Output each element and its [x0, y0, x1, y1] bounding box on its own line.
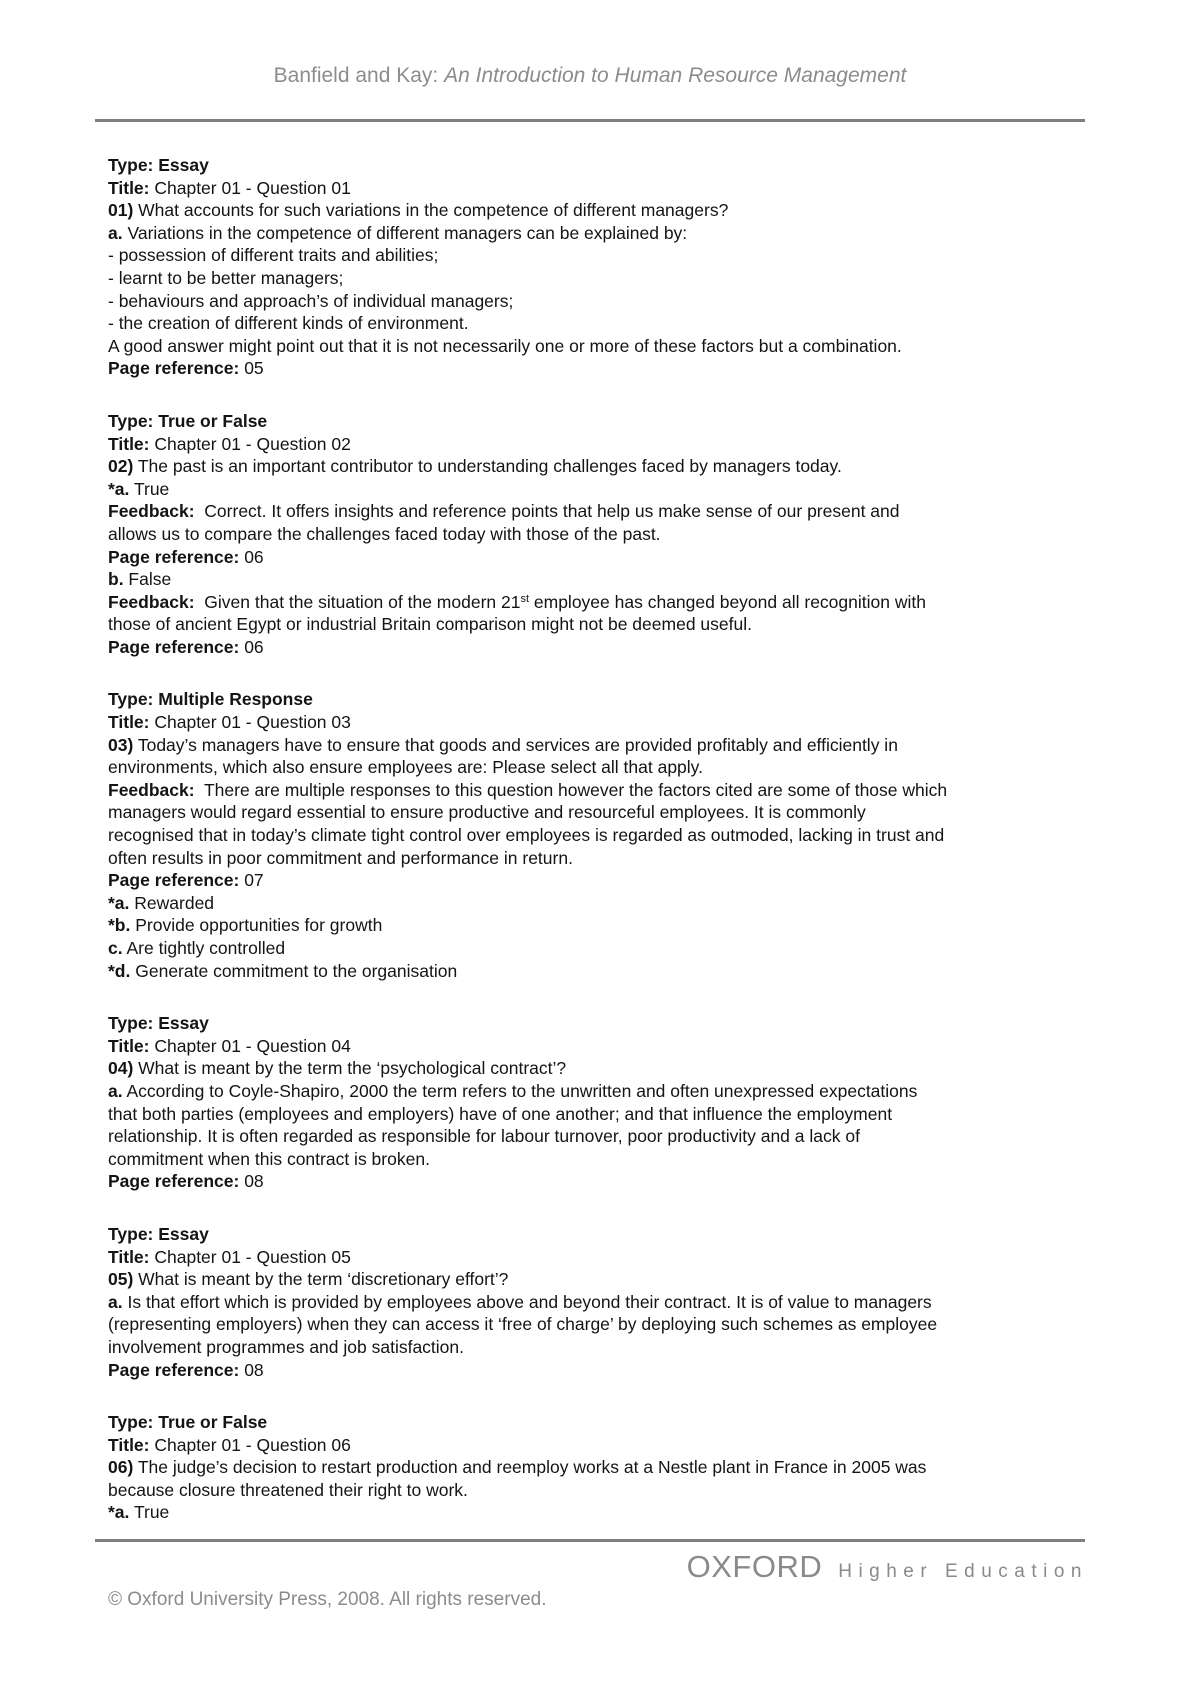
body-text: Given that the situation of the modern 21 — [194, 591, 521, 612]
body-text: commitment when this contract is broken. — [108, 1148, 430, 1169]
text-line — [108, 1035, 1093, 1058]
text-line — [108, 357, 1093, 380]
body-text: allows us to compare the challenges faced today with those of the past. — [108, 523, 661, 544]
bold-label: Title: — [108, 1434, 150, 1455]
bold-label: 03) — [108, 734, 134, 755]
body-text: A good answer might point out that it is not necessarily one or more of these factors but a combination. — [108, 335, 902, 356]
text-line — [108, 546, 1093, 569]
body-text: managers would regard essential to ensure productive and resourceful employees. It is commonly — [108, 802, 866, 823]
body-text: Chapter 01 - Question 02 — [149, 433, 351, 454]
text-line — [108, 613, 1093, 636]
text-line — [108, 801, 1093, 824]
book-authors: Banfield and Kay: — [273, 64, 445, 87]
bold-label: Type: True or False — [108, 1412, 268, 1433]
text-line — [108, 1501, 1093, 1524]
text-line — [108, 869, 1093, 892]
text-line — [108, 1456, 1093, 1479]
text-line — [108, 177, 1093, 200]
bold-label: Type: Multiple Response — [108, 689, 313, 710]
question-block — [108, 410, 1093, 659]
bold-label: Title: — [108, 712, 150, 733]
body-text: Today’s managers have to ensure that goods and services are provided profitably and efficiently in — [133, 734, 898, 755]
text-line — [108, 688, 1093, 711]
text-line — [108, 847, 1093, 870]
text-line — [108, 1246, 1093, 1269]
body-text: often results in poor commitment and performance in return. — [108, 847, 573, 868]
text-line — [108, 756, 1093, 779]
body-text: True — [129, 478, 170, 499]
text-line — [108, 1170, 1093, 1193]
body-text: The past is an important contributor to understanding challenges faced by managers today. — [133, 456, 842, 477]
bold-label: Type: True or False — [108, 410, 268, 431]
body-text: - learnt to be better managers; — [108, 267, 344, 288]
text-line — [108, 1012, 1093, 1035]
question-block — [108, 1012, 1093, 1193]
footer-divider — [95, 1539, 1085, 1542]
text-line — [108, 1479, 1093, 1502]
body-text: those of ancient Egypt or industrial Britain comparison might not be deemed useful. — [108, 614, 752, 635]
bold-label: 05) — [108, 1269, 134, 1290]
bold-label: Page reference: — [108, 546, 240, 567]
text-line — [108, 1080, 1093, 1103]
body-text: 08 — [239, 1171, 264, 1192]
text-line — [108, 568, 1093, 591]
text-line — [108, 455, 1093, 478]
bold-label: Feedback: — [108, 779, 195, 800]
text-line — [108, 1268, 1093, 1291]
bold-label: Page reference: — [108, 358, 240, 379]
text-line — [108, 914, 1093, 937]
text-line — [108, 222, 1093, 245]
body-text: 08 — [239, 1359, 264, 1380]
text-line — [108, 1125, 1093, 1148]
body-text: 06 — [239, 636, 264, 657]
text-line — [108, 636, 1093, 659]
body-text: The judge’s decision to restart production and reemploy works at a Nestle plant in France in 2005 was — [133, 1457, 927, 1478]
text-line — [108, 892, 1093, 915]
text-line — [108, 779, 1093, 802]
bold-label: Type: Essay — [108, 1223, 209, 1244]
text-line — [108, 1359, 1093, 1382]
body-text: - the creation of different kinds of environment. — [108, 313, 469, 334]
bold-label: Feedback: — [108, 591, 195, 612]
bold-label: Type: Essay — [108, 155, 209, 175]
oxford-logo-wordmark: OXFORD — [686, 1549, 823, 1584]
question-block — [108, 1223, 1093, 1381]
body-text: environments, which also ensure employees are: Please select all that apply. — [108, 757, 703, 778]
header-divider — [95, 119, 1085, 122]
bold-label: *a. — [108, 478, 130, 499]
text-line — [108, 1434, 1093, 1457]
body-text: 06 — [239, 546, 264, 567]
body-text: employee has changed beyond all recognition with — [529, 591, 926, 612]
text-line — [108, 244, 1093, 267]
body-text: Variations in the competence of different managers can be explained by: — [122, 222, 688, 243]
bold-label: Type: Essay — [108, 1013, 209, 1034]
body-text: True — [129, 1502, 170, 1523]
question-block — [108, 154, 1093, 380]
bold-label: 02) — [108, 456, 134, 477]
text-line — [108, 290, 1093, 313]
body-text: Chapter 01 - Question 06 — [149, 1434, 351, 1455]
body-text: recognised that in today’s climate tight control over employees is regarded as outmoded, lacking in trust and — [108, 825, 945, 846]
text-line — [108, 500, 1093, 523]
text-line — [108, 335, 1093, 358]
body-text: Is that effort which is provided by employees above and beyond their contract. It is of value to managers — [122, 1291, 932, 1312]
body-text: Chapter 01 - Question 01 — [149, 177, 351, 198]
text-line — [108, 1148, 1093, 1171]
text-line — [108, 410, 1093, 433]
text-line — [108, 1291, 1093, 1314]
bold-label: a. — [108, 1080, 123, 1101]
questions-container — [108, 154, 1093, 1554]
body-text: According to Coyle-Shapiro, 2000 the term refers to the unwritten and often unexpressed expectations — [122, 1080, 918, 1101]
bold-label: Page reference: — [108, 636, 240, 657]
bold-label: Page reference: — [108, 870, 240, 891]
text-line — [108, 1313, 1093, 1336]
question-block — [108, 688, 1093, 982]
text-line — [108, 711, 1093, 734]
bold-label: Title: — [108, 433, 150, 454]
body-text: Chapter 01 - Question 03 — [149, 712, 351, 733]
text-line — [108, 199, 1093, 222]
bold-label: a. — [108, 222, 123, 243]
body-text: relationship. It is often regarded as responsible for labour turnover, poor productivity and a lack of — [108, 1126, 860, 1147]
bold-label: Title: — [108, 1246, 150, 1267]
text-line — [108, 734, 1093, 757]
body-text: False — [123, 569, 172, 590]
oxford-logo — [687, 1549, 1088, 1585]
text-line — [108, 433, 1093, 456]
question-block — [108, 1411, 1093, 1524]
bold-label: *d. — [108, 960, 131, 981]
text-line — [108, 1057, 1093, 1080]
bold-label: *a. — [108, 1502, 130, 1523]
text-line — [108, 960, 1093, 983]
bold-label: 04) — [108, 1058, 134, 1079]
page-header-title — [95, 64, 1085, 88]
body-text: 05 — [239, 358, 264, 379]
bold-label: Page reference: — [108, 1171, 240, 1192]
bold-label: c. — [108, 938, 123, 958]
text-line — [108, 1411, 1093, 1434]
body-text: - possession of different traits and abilities; — [108, 245, 439, 266]
bold-label: *b. — [108, 915, 131, 936]
book-title: An Introduction to Human Resource Management — [444, 64, 907, 87]
text-line — [108, 523, 1093, 546]
text-line — [108, 1103, 1093, 1126]
text-line — [108, 267, 1093, 290]
text-line — [108, 1223, 1093, 1246]
bold-label: a. — [108, 1291, 123, 1312]
body-text: What accounts for such variations in the competence of different managers? — [133, 200, 729, 221]
body-text: involvement programmes and job satisfaction. — [108, 1336, 465, 1357]
bold-label: b. — [108, 569, 124, 590]
body-text: Rewarded — [129, 892, 215, 913]
copyright-notice: © Oxford University Press, 2008. All rights reserved. — [108, 1589, 547, 1610]
body-text: There are multiple responses to this question however the factors cited are some of those which — [194, 779, 948, 800]
text-line — [108, 824, 1093, 847]
bold-label: 01) — [108, 200, 134, 221]
superscript-text: st — [520, 592, 530, 605]
text-line — [108, 154, 1093, 177]
body-text: Generate commitment to the organisation — [130, 960, 458, 981]
body-text: because closure threatened their right to work. — [108, 1479, 468, 1500]
body-text: 07 — [239, 870, 264, 891]
bold-label: *a. — [108, 892, 130, 913]
bold-label: Title: — [108, 177, 150, 198]
higher-education-label: Higher Education — [838, 1561, 1088, 1582]
body-text: Chapter 01 - Question 05 — [149, 1246, 351, 1267]
text-line — [108, 312, 1093, 335]
text-line — [108, 937, 1093, 960]
text-line — [108, 478, 1093, 501]
body-text: (representing employers) when they can access it ‘free of charge’ by deploying such schemes as employee — [108, 1314, 938, 1335]
body-text: - behaviours and approach’s of individual managers; — [108, 290, 514, 311]
body-text: What is meant by the term ‘discretionary effort’? — [133, 1269, 509, 1290]
body-text: Correct. It offers insights and reference points that help us make sense of our present and — [194, 501, 900, 522]
body-text: Chapter 01 - Question 04 — [149, 1035, 351, 1056]
bold-label: Feedback: — [108, 501, 195, 522]
body-text: Provide opportunities for growth — [130, 915, 383, 936]
text-line — [108, 1336, 1093, 1359]
body-text: What is meant by the term the ‘psychological contract’? — [133, 1058, 567, 1079]
body-text: that both parties (employees and employers) have of one another; and that influence the employment — [108, 1103, 893, 1124]
body-text: Are tightly controlled — [122, 938, 286, 958]
bold-label: Page reference: — [108, 1359, 240, 1380]
bold-label: Title: — [108, 1035, 150, 1056]
text-line — [108, 591, 1093, 614]
bold-label: 06) — [108, 1457, 134, 1478]
